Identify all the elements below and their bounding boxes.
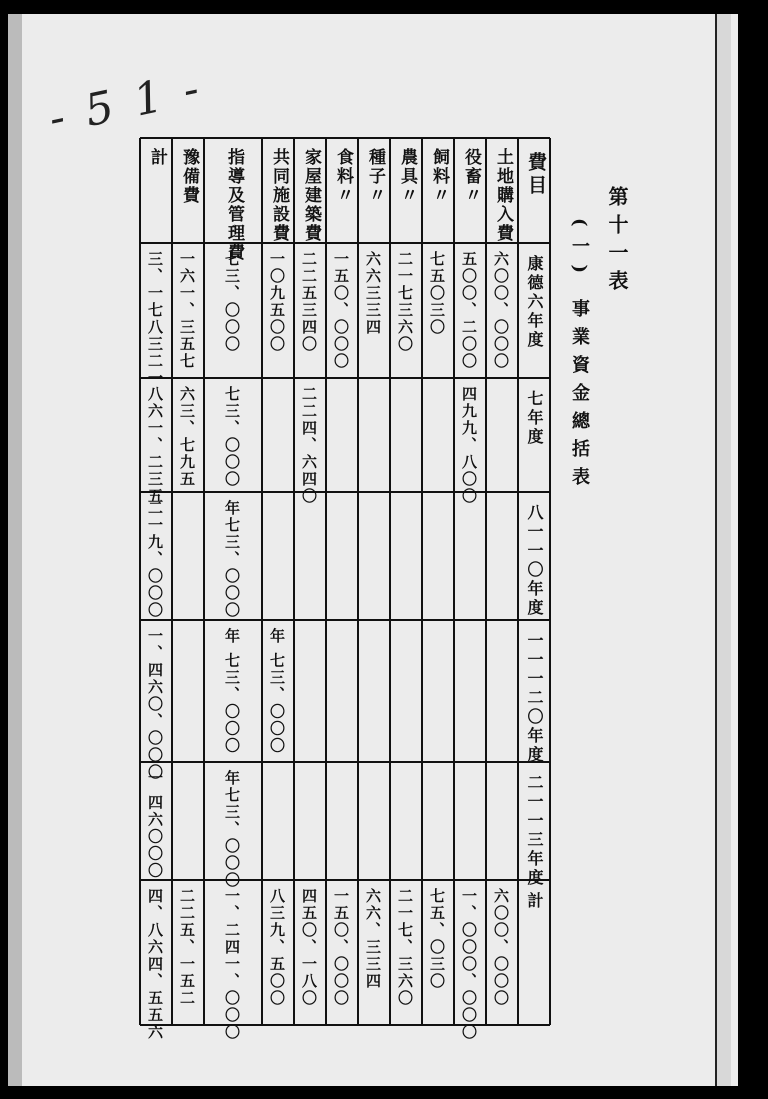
table-cell: 二二五三四〇 [300, 251, 318, 353]
table-cell: 一〇九五〇〇 [268, 251, 286, 353]
column-header: 二一一三年度 [525, 774, 544, 888]
table-cell: 七五、〇三〇 [428, 888, 446, 990]
row-header-label: 費目 [525, 152, 547, 198]
row-label: 飼料〃 [429, 148, 449, 205]
row-label: 計 [147, 148, 167, 167]
table-cell: 四五〇、一八〇 [300, 888, 318, 1007]
row-label: 指導及管理費 [224, 148, 244, 262]
table-cell: 八六一、二三五 [146, 386, 164, 505]
table-cell: 六〇〇、〇〇〇 [492, 888, 510, 1007]
table-cell: 年 七三、〇〇〇 [223, 628, 241, 755]
row-label: 役畜〃 [461, 148, 481, 205]
table-title: 第十一表 [605, 186, 629, 298]
table-cell: 一、四六〇、〇〇〇 [146, 628, 164, 781]
column-header: 八一一〇年度 [525, 504, 544, 618]
table-cell: 八三九、五〇〇 [268, 888, 286, 1007]
table-cell: 年七三、〇〇〇 [223, 500, 241, 619]
row-label: 土地購入費 [493, 148, 513, 243]
table-cell: 二二五、一五二 [178, 888, 196, 1007]
table-cell: 年七三、〇〇〇 [223, 770, 241, 889]
table-cell: 六〇〇、〇〇〇 [492, 251, 510, 370]
handwritten-page-number: - 5 1 - [44, 62, 208, 145]
column-header: 康德六年度 [525, 255, 544, 350]
table-cell: 六三、七九五 [178, 386, 196, 488]
table-cell: 一、〇〇〇、〇〇〇 [460, 888, 478, 1041]
table-cell: 一 四六〇〇〇 [146, 770, 164, 880]
table-cell: 二一七三六〇 [396, 251, 414, 353]
table-cell: 六六、三三四 [364, 888, 382, 990]
table-subtitle: (一) 事業資金總括表 [569, 218, 590, 496]
table-cell: 三、一七八三二一 [146, 251, 164, 387]
table-cell: 二一九、〇〇〇 [146, 500, 164, 619]
column-header: 一一一二〇年度 [525, 632, 544, 765]
row-label: 食料〃 [333, 148, 353, 205]
table-cell: 七三、〇〇〇 [223, 251, 241, 353]
table-cell: 五〇〇、二〇〇 [460, 251, 478, 370]
table-cell: 一五〇、〇〇〇 [332, 888, 350, 1007]
row-label: 豫備費 [179, 148, 199, 205]
row-label: 家屋建築費 [301, 148, 321, 243]
table-cell: 一六一、三五七 [178, 251, 196, 370]
table-cell: 一五〇、〇〇〇 [332, 251, 350, 370]
column-header: 七年度 [525, 390, 544, 447]
table-cell: 年 七三、〇〇〇 [268, 628, 286, 755]
table-cell: 二一七、三六〇 [396, 888, 414, 1007]
table-cell: 四九九、八〇〇 [460, 386, 478, 505]
table-cell: 七五〇三〇 [428, 251, 446, 336]
table-cell: 二二四、六四〇 [300, 386, 318, 505]
column-header: 計 [525, 892, 544, 911]
table-cell: 一、二四一、〇〇〇 [223, 888, 241, 1041]
table-cell: 四、八六四、五五六 [146, 888, 164, 1041]
table-cell: 六六三三四 [364, 251, 382, 336]
table-cell: 七三、〇〇〇 [223, 386, 241, 488]
row-label: 農具〃 [397, 148, 417, 205]
row-label: 共同施設費 [269, 148, 289, 243]
row-label: 種子〃 [365, 148, 385, 205]
